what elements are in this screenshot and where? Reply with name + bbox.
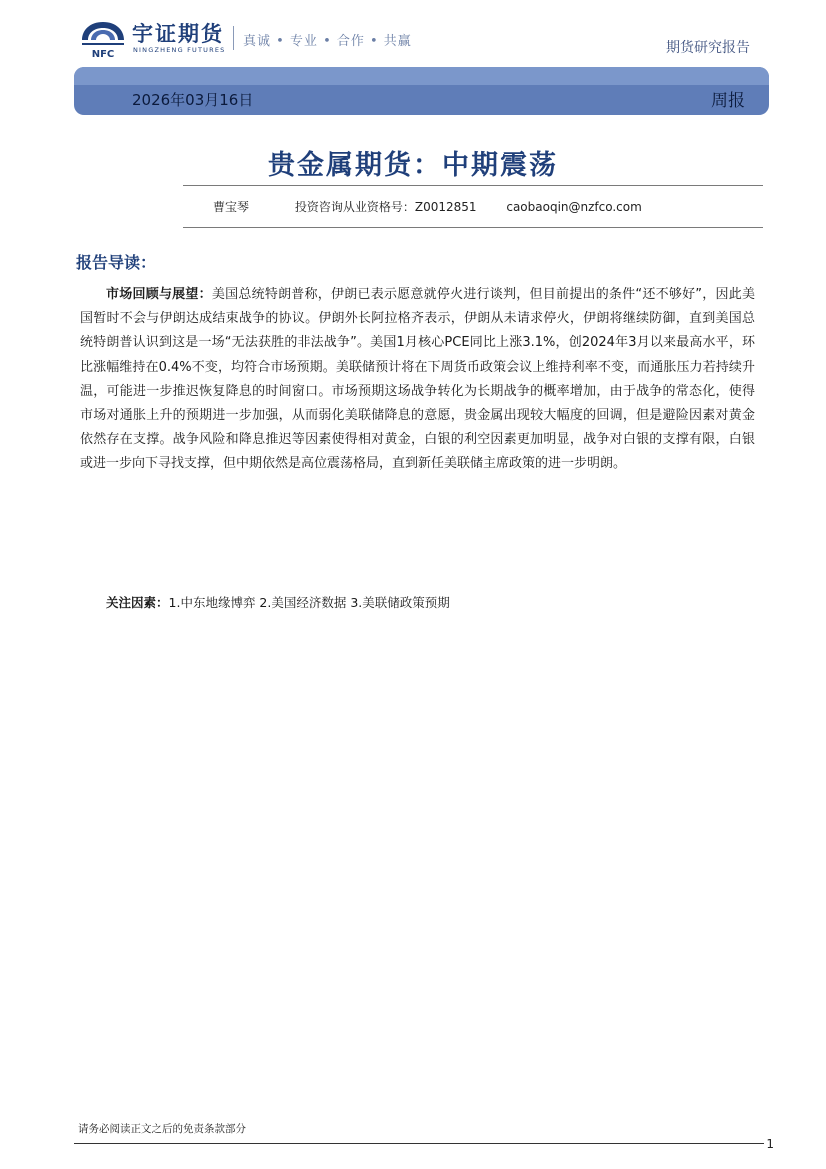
summary-paragraph xyxy=(80,283,755,477)
date-banner xyxy=(74,67,769,115)
author-info xyxy=(213,198,642,215)
title-rule-top xyxy=(183,185,763,186)
focus-factors xyxy=(106,593,450,611)
report-period: 周报 xyxy=(711,91,745,111)
footer-rule xyxy=(74,1143,764,1144)
page-number: 1 xyxy=(766,1137,774,1151)
author-name: 曹宝琴 xyxy=(213,200,250,214)
summary-lead: 市场回顾与展望： xyxy=(106,287,212,302)
header-divider xyxy=(233,26,234,50)
report-date: 2026年03月16日 xyxy=(132,91,254,109)
summary-text: 美国总统特朗普称，伊朗已表示愿意就停火进行谈判，但目前提出的条件“还不够好”，因此美国暂时不会与伊朗达成结束战争的协议。伊朗外长阿拉格齐表示，伊朗从未请求停火，伊朗将继续防御，直到美国总统特朗普认识到这是一场“无法获胜的非法战争”。美国1月核心PCE同比上涨3.1%，创2024年3月以来最高水平，环比涨幅维持在0.4%不变，均符合市场预期。美联储预计将在下周货币政策会议上维持利率不变，而通胀压力若持续升温，可能进一步推迟恢复降息的时间窗口。市场预期这场战争转化为长期战争的概率增加，由于战争的常态化，使得市场对通胀上升的预期进一步加强，从而弱化美联储降息的意愿，贵金属出现较大幅度的回调，但是避险因素对黄金依然存在支撑。战争风险和降息推迟等因素使得相对黄金，白银的利空因素更加明显，战争对白银的支撑有限，白银或进一步向下寻找支撑，但中期依然是高位震荡格局，直到新任美联储主席政策的进一步明朗。 xyxy=(80,287,755,472)
section-title: 报告导读： xyxy=(76,253,157,272)
company-name-en: NINGZHENG FUTURES xyxy=(133,46,226,54)
focus-label: 关注因素： xyxy=(106,595,169,610)
report-category: 期货研究报告 xyxy=(666,40,750,56)
company-logo-icon xyxy=(80,20,126,60)
focus-items: 1.中东地缘博弈 2.美国经济数据 3.美联储政策预期 xyxy=(168,595,450,610)
author-email: caobaoqin@nzfco.com xyxy=(506,200,642,214)
company-motto: 真诚 • 专业 • 合作 • 共赢 xyxy=(243,34,412,49)
company-name: 宇证期货 xyxy=(132,21,224,46)
author-license: 投资咨询从业资格号：Z0012851 xyxy=(294,200,477,214)
page-header xyxy=(0,0,826,62)
footer-disclaimer: 请务必阅读正文之后的免责条款部分 xyxy=(78,1123,246,1135)
logo-abbr: NFC xyxy=(91,49,115,60)
title-rule-bottom xyxy=(183,227,763,228)
page-title: 贵金属期货：中期震荡 xyxy=(268,150,558,181)
